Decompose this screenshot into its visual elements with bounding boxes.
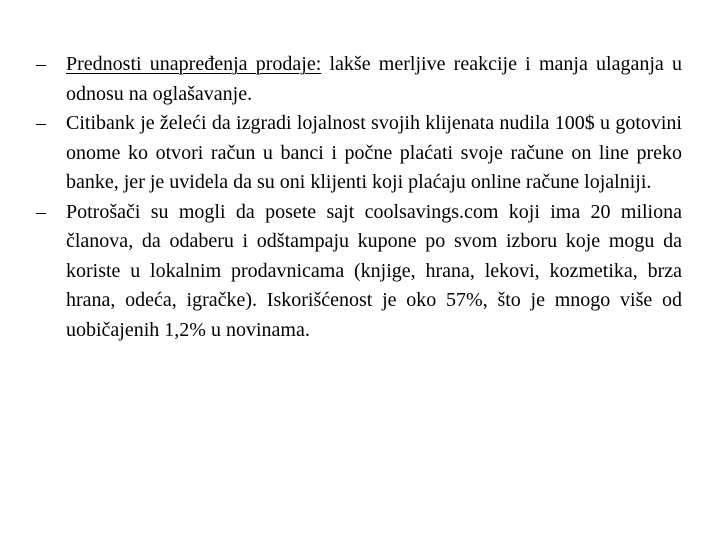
bullet-item-citibank: [36, 109, 682, 198]
bullet-text: lakše merljive reakcije i manja ulaganja u odnosu na oglašavanje.: [66, 53, 683, 105]
bullet-list: [36, 50, 682, 345]
bullet-text: Citibank je želeći da izgradi lojalnost svojih klijenata nudila 100$ u gotovini onome ko otvori račun u banci i počne plaćati svoje račune on line preko banke, jer je uvidela da su oni klijenti koji plaćaju online račune lojalniji.: [66, 112, 682, 193]
bullet-dash: –: [36, 200, 46, 223]
bullet-dash: –: [36, 112, 46, 134]
bullet-text: Potrošači su mogli da posete sajt coolsavings.com koji ima 20 miliona članova, da odaberu i odštampaju kupone po svom izboru koje mogu da koriste u lokalnim prodavnicama (knjige, hrana, lekovi, kozmetika, brza hrana, odeća, igračke). Iskorišćenost je oko 57%, što je mnogo više od uobičajenih 1,2% u novinama.: [66, 200, 682, 341]
bullet-item-coolsavings: [36, 198, 682, 346]
bullet-item-advantages: [36, 50, 682, 109]
bullet-dash: –: [36, 53, 46, 75]
bullet-underlined-lead: Prednosti unapređenja prodaje:: [66, 53, 322, 75]
